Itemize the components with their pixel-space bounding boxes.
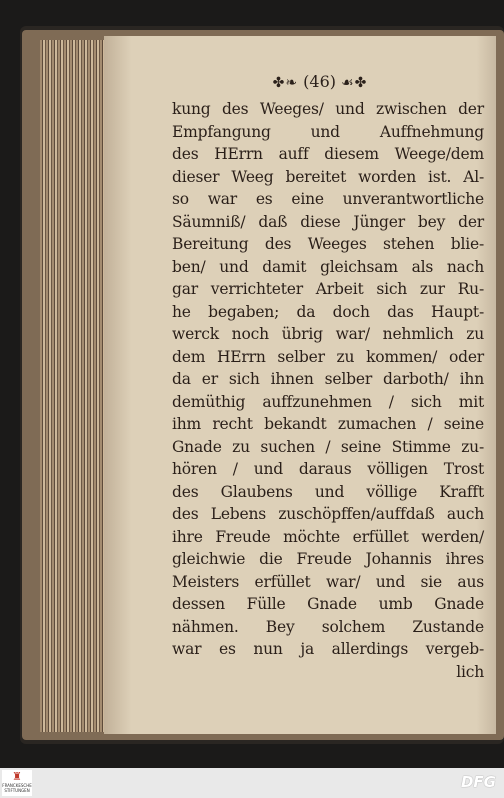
text-line: Gnade zu suchen / seine Stimme zu-: [172, 437, 484, 456]
text-line: hören / und daraus völligen Trost: [172, 460, 484, 478]
text-line: ihre Freude möchte erfüllet werden/: [172, 527, 484, 546]
body-text: [172, 98, 484, 683]
text-line: kung des Weeges/ und zwischen der: [172, 100, 484, 118]
text-line: Meisters erfüllet war/ und sie aus: [172, 572, 484, 591]
viewer-footer: [0, 768, 504, 798]
text-line: dessen Fülle Gnade umb Gnade: [172, 595, 484, 613]
text-line: Bereitung des Weeges stehen blie-: [172, 235, 484, 253]
text-line: Säumniß/ daß diese Jünger bey der: [172, 212, 484, 231]
text-line: so war es eine unverantwortliche: [172, 190, 484, 208]
page-header: [250, 72, 390, 91]
text-line: des HErrn auff diesem Weege/dem: [172, 145, 484, 163]
text-line: des Glaubens und völlige Krafft: [172, 482, 484, 501]
tower-icon: ♜: [12, 770, 22, 783]
dfg-logo[interactable]: DFG: [460, 773, 496, 791]
text-line: he begaben; da doch das Haupt-: [172, 302, 484, 321]
institution-logo-text: FRANCKESCHE STIFTUNGEN: [2, 783, 32, 793]
folio-ornament-right: ☙✤: [341, 75, 368, 91]
text-line: dieser Weeg bereitet worden ist. Al-: [172, 167, 484, 186]
text-line: nähmen. Bey solchem Zustande: [172, 617, 484, 636]
text-line: ihm recht bekandt zumachen / seine: [172, 415, 484, 433]
text-line: des Lebens zuschöpffen/auffdaß auch: [172, 505, 484, 523]
text-line: lich: [456, 662, 484, 681]
page-edges: [40, 40, 110, 732]
text-line: demüthig auffzunehmen / sich mit: [172, 392, 484, 411]
text-line: war es nun ja allerdings vergeb-: [172, 640, 484, 658]
text-line: da er sich ihnen selber darboth/ ihn: [172, 370, 484, 388]
text-line: ben/ und damit gleichsam als nach: [172, 257, 484, 276]
page-number: (46): [303, 72, 337, 91]
institution-logo[interactable]: [2, 770, 32, 796]
folio-ornament-left: ✤❧: [272, 75, 299, 91]
text-line: werck noch übrig war/ nehmlich zu: [172, 325, 484, 343]
text-line: gar verrichteter Arbeit sich zur Ru-: [172, 280, 484, 298]
text-line: dem HErrn selber zu kommen/ oder: [172, 347, 484, 366]
text-line: gleichwie die Freude Johannis ihres: [172, 550, 484, 568]
text-line: Empfangung und Auffnehmung: [172, 122, 484, 141]
